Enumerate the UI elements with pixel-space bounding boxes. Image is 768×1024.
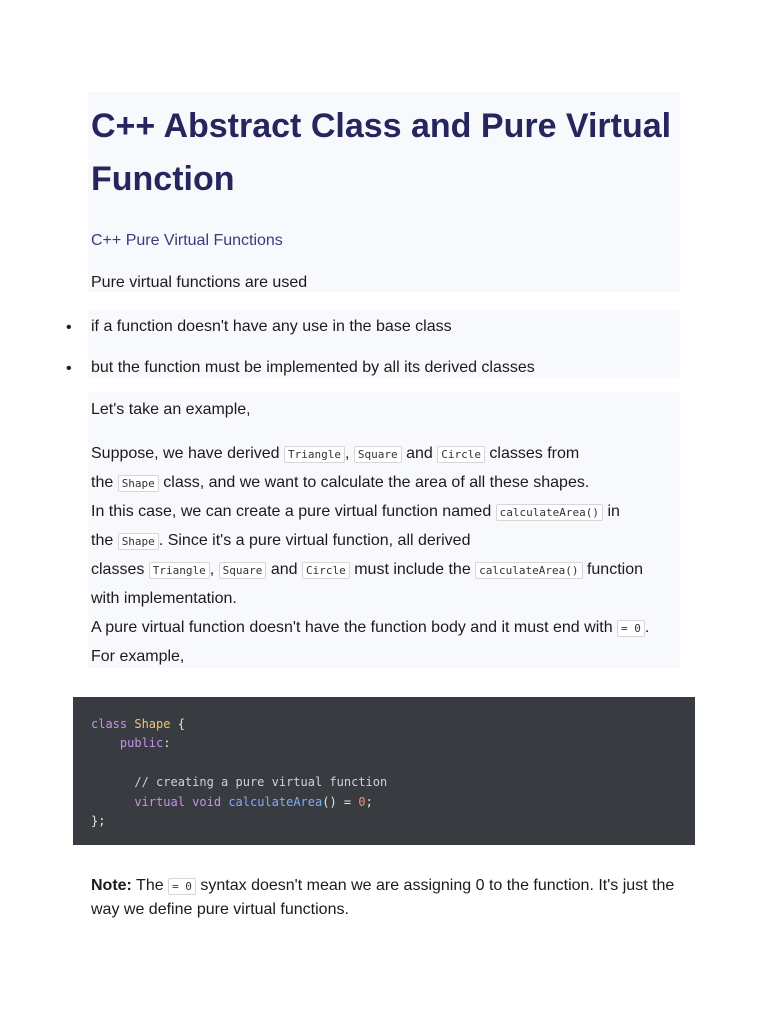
note-paragraph: Note: The = 0 syntax doesn't mean we are assigning 0 to the function. It's just the way we define pure virtual functions. [91, 877, 675, 918]
paragraph-line: the Shape . Since it's a pure virtual function, all derived [91, 532, 471, 549]
list-item: if a function doesn't have any use in the base class [91, 318, 452, 335]
inline-code: = 0 [168, 878, 196, 895]
inline-code: Triangle [284, 446, 345, 463]
bullet-dot-icon: • [66, 319, 72, 336]
paragraph-line: classes Triangle , Square and Circle must include the calculateArea() function [91, 561, 643, 578]
inline-code: = 0 [617, 620, 645, 637]
paragraph-line: A pure virtual function doesn't have the function body and it must end with = 0 . [91, 619, 650, 636]
inline-code: Circle [437, 446, 485, 463]
page-title: C++ Abstract Class and Pure Virtual Function [91, 107, 672, 198]
inline-code: calculateArea() [496, 504, 603, 521]
intro-text: Pure virtual functions are used [91, 274, 308, 291]
paragraph-line: with implementation. [91, 590, 237, 607]
inline-code: Triangle [149, 562, 210, 579]
section-subtitle: C++ Pure Virtual Functions [91, 232, 283, 249]
paragraph-line: For example, [91, 648, 185, 665]
inline-code: Shape [118, 533, 159, 550]
inline-code: Square [354, 446, 402, 463]
paragraph-line: In this case, we can create a pure virtual function named calculateArea() in [91, 503, 620, 520]
code-block [73, 697, 695, 845]
note-label: Note: [91, 877, 132, 894]
paragraph-line: Suppose, we have derived Triangle , Square and Circle classes from [91, 445, 580, 462]
example-intro: Let's take an example, [91, 401, 251, 418]
list-item: but the function must be implemented by all its derived classes [91, 359, 535, 376]
inline-code: calculateArea() [475, 562, 582, 579]
inline-code: Shape [118, 475, 159, 492]
inline-code: Square [219, 562, 267, 579]
inline-code: Circle [302, 562, 350, 579]
bullet-dot-icon: • [66, 360, 72, 377]
paragraph-line: the Shape class, and we want to calculate the area of all these shapes. [91, 474, 590, 491]
code-content: class Shape { public: // creating a pure virtual function virtual void calculateArea() = 0; }; [91, 717, 388, 829]
